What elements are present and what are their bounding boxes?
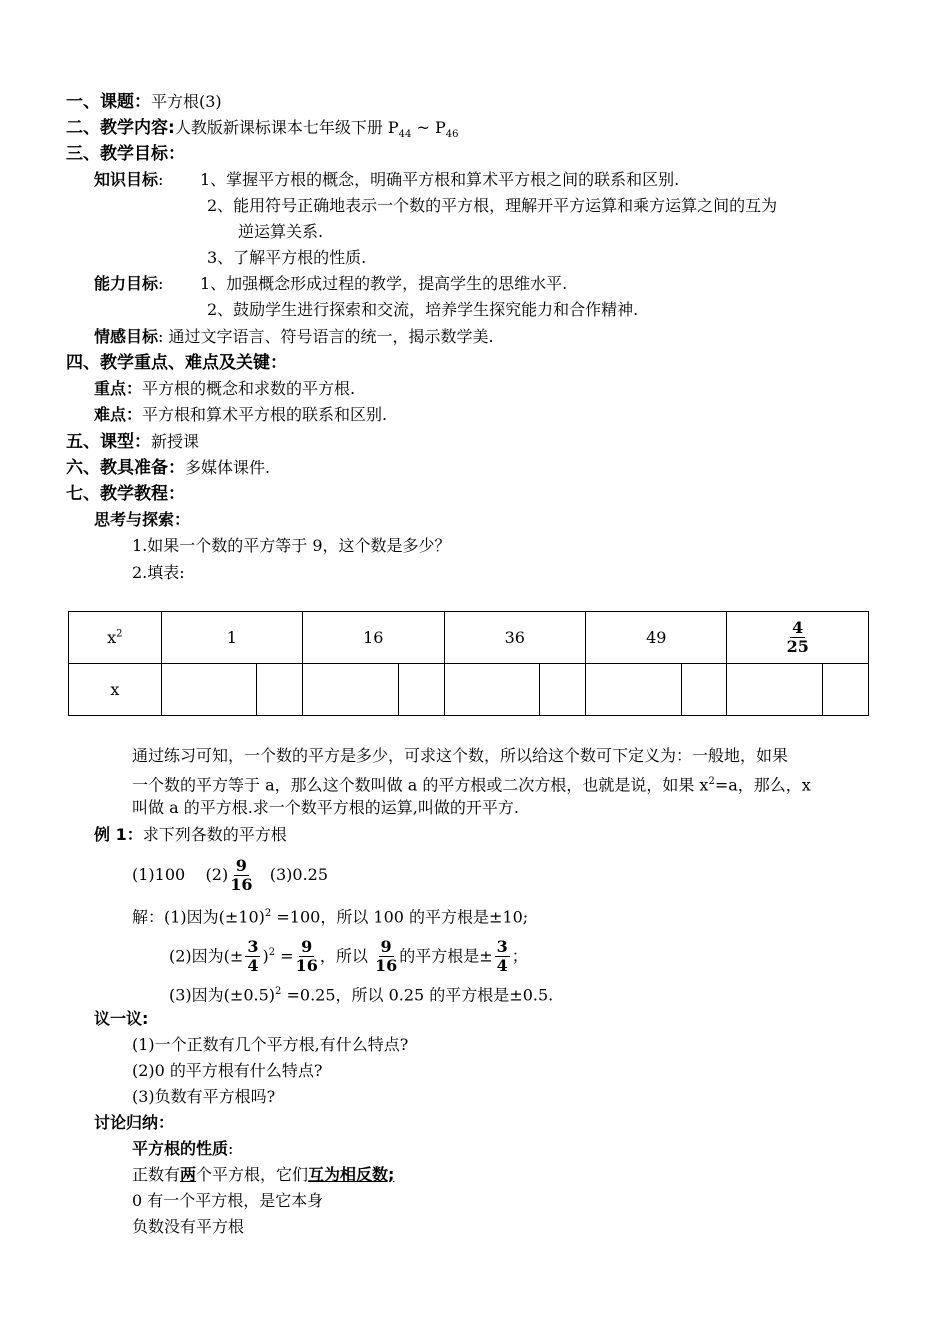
section-5: 五、课型：新授课 (66, 432, 200, 452)
summary-heading: 讨论归纳： (94, 1113, 175, 1132)
property-3: 负数没有平方根 (132, 1217, 245, 1236)
section-1 (66, 92, 222, 112)
definition-line-1: 通过练习可知，一个数的平方是多少，可求这个数，所以给这个数可下定义为：一般地，如果 (132, 746, 789, 765)
ability-goal: 能力目标: (94, 274, 164, 293)
section-3: 三、教学目标： (66, 144, 185, 164)
table-cell: 1 (161, 612, 302, 664)
table-blank-cell[interactable] (303, 664, 399, 716)
table-blank-cell[interactable] (681, 664, 727, 716)
table-row (69, 664, 869, 716)
question-1: 1.如果一个数的平方等于 9，这个数是多少？ (132, 536, 451, 555)
table-blank-cell[interactable] (823, 664, 869, 716)
table-header-x2: $x^2$ (69, 612, 162, 664)
section-label: 一、课题： (66, 92, 151, 112)
solution-1: 解：(1)因为$(\pm 10)^2 =100$，所以 100 的平方根是±10; (132, 907, 529, 927)
table-blank-cell[interactable] (257, 664, 303, 716)
ability-item-1: 1、加强概念形成过程的教学，提高学生的思维水平. (200, 274, 568, 293)
property-1: 正数有两个平方根，它们互为相反数; (132, 1165, 395, 1184)
solution-3: (3)因为$(\pm 0.5)^2 =0.25$，所以 0.25 的平方根是±0.5. (169, 985, 554, 1005)
section-6: 六、教具准备：多媒体课件. (66, 458, 271, 478)
discuss-heading: 议一议: (94, 1009, 149, 1028)
discuss-question-3: (3)负数有平方根吗? (132, 1087, 276, 1106)
property-title: 平方根的性质: (132, 1139, 234, 1158)
difficulty-point: 难点：平方根和算术平方根的联系和区别. (94, 405, 388, 424)
emotion-goal: 情感目标: 通过文字语言、符号语言的统一，揭示数学美. (94, 327, 494, 346)
knowledge-goal: 知识目标: (94, 170, 164, 189)
example-1-problems: (1)100 (2) $\frac{9}{16}$ (3)0.25 (132, 856, 329, 894)
discuss-question-2: (2)0 的平方根有什么特点? (132, 1061, 323, 1080)
knowledge-item-2-cont: 逆运算关系. (238, 222, 324, 241)
table-cell: 49 (586, 612, 727, 664)
discuss-question-1: (1)一个正数有几个平方根,有什么特点? (132, 1035, 409, 1054)
section-2: 二、教学内容:人教版新课标课本七年级下册 $P_{44}$ ~ $P_{46}$ (66, 118, 459, 141)
definition-line-2: 一个数的平方等于 a，那么这个数叫做 a 的平方根或二次方根，也就是说，如果 $x^2=a$，那么，x (132, 775, 811, 795)
definition-line-3: 叫做 a 的平方根.求一个数平方根的运算,叫做的开平方. (132, 798, 519, 817)
knowledge-item-2: 2、能用符号正确地表示一个数的平方根，理解开平方运算和乘方运算之间的互为 (207, 196, 778, 215)
table-blank-cell[interactable] (586, 664, 682, 716)
table-cell: 16 (303, 612, 444, 664)
table-row (69, 612, 869, 664)
section-7: 七、教学教程： (66, 484, 185, 504)
property-2: 0 有一个平方根，是它本身 (132, 1191, 324, 1210)
key-point: 重点：平方根的概念和求数的平方根. (94, 379, 356, 398)
table-blank-cell[interactable] (444, 664, 540, 716)
table-blank-cell[interactable] (727, 664, 823, 716)
section-label: 二、教学内容: (66, 118, 175, 138)
section-4: 四、教学重点、难点及关键： (66, 353, 287, 373)
table-blank-cell[interactable] (161, 664, 257, 716)
table-cell: 36 (444, 612, 585, 664)
solution-2: (2)因为(± $\frac{3}{4}$ )$^2$ = $\frac{9}{16}$ ，所以 $\frac{9}{16}$ 的平方根是± $\frac{3}{4}$ ； (169, 937, 528, 976)
question-2: 2.填表: (132, 563, 185, 582)
table-blank-cell[interactable] (540, 664, 586, 716)
explore-heading: 思考与探索： (94, 510, 191, 529)
lesson-title: 平方根(3) (151, 92, 222, 111)
table-header-x: x (69, 664, 162, 716)
ability-item-2: 2、鼓励学生进行探索和交流，培养学生探究能力和合作精神. (207, 300, 639, 319)
knowledge-item-3: 3、了解平方根的性质. (207, 248, 367, 267)
table-blank-cell[interactable] (398, 664, 444, 716)
example-1-heading: 例 1：求下列各数的平方根 (94, 825, 287, 844)
table-cell-fraction: $\frac{4}{25}$ (727, 612, 869, 664)
knowledge-item-1: 1、掌握平方根的概念，明确平方根和算术平方根之间的联系和区别. (200, 170, 680, 189)
fill-table (68, 611, 869, 716)
